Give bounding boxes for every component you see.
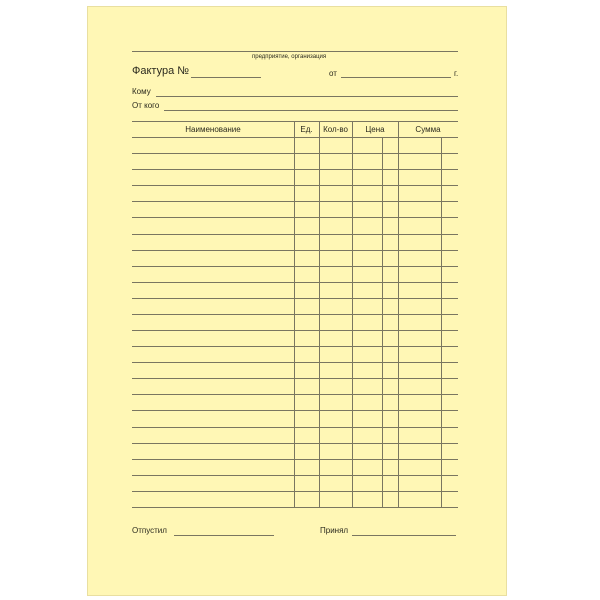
table-top-border (132, 121, 458, 122)
organization-caption: предприятие, организация (252, 54, 327, 60)
table-row[interactable] (132, 459, 458, 460)
table-row[interactable] (132, 185, 458, 186)
table-row[interactable] (132, 201, 458, 202)
table-row[interactable] (132, 475, 458, 476)
accepted-by-label: Принял (320, 526, 349, 535)
table-row[interactable] (132, 234, 458, 235)
accepted-by-field-line[interactable] (352, 535, 456, 536)
table-header-bottom (132, 137, 458, 138)
table-row[interactable] (132, 282, 458, 283)
header-unit: Ед. (300, 125, 313, 134)
table-row[interactable] (132, 491, 458, 492)
table-row[interactable] (132, 427, 458, 428)
invoice-number-label: Фактура № (132, 65, 190, 77)
header-name: Наименование (185, 125, 241, 134)
table-row[interactable] (132, 250, 458, 251)
table-row[interactable] (132, 153, 458, 154)
table-row[interactable] (132, 362, 458, 363)
sum-kopeck-divider (441, 137, 442, 507)
table-row[interactable] (132, 378, 458, 379)
table-row[interactable] (132, 217, 458, 218)
table-row[interactable] (132, 507, 458, 508)
table-row[interactable] (132, 394, 458, 395)
header-sum: Сумма (415, 125, 441, 134)
year-suffix: г. (454, 69, 459, 78)
invoice-form-sheet (87, 6, 507, 596)
sender-label: От кого (132, 101, 160, 110)
price-kopeck-divider (382, 137, 383, 507)
table-row[interactable] (132, 330, 458, 331)
goods-table (88, 7, 506, 595)
table-row[interactable] (132, 169, 458, 170)
released-by-label: Отпустил (132, 526, 167, 535)
table-row[interactable] (132, 266, 458, 267)
recipient-label: Кому (132, 87, 151, 96)
header-quantity: Кол-во (323, 125, 348, 134)
table-row[interactable] (132, 443, 458, 444)
table-row[interactable] (132, 298, 458, 299)
released-by-field-line[interactable] (174, 535, 274, 536)
table-row[interactable] (132, 346, 458, 347)
date-from-label: от (329, 69, 337, 78)
header-price: Цена (365, 125, 385, 134)
table-row[interactable] (132, 314, 458, 315)
table-row[interactable] (132, 410, 458, 411)
